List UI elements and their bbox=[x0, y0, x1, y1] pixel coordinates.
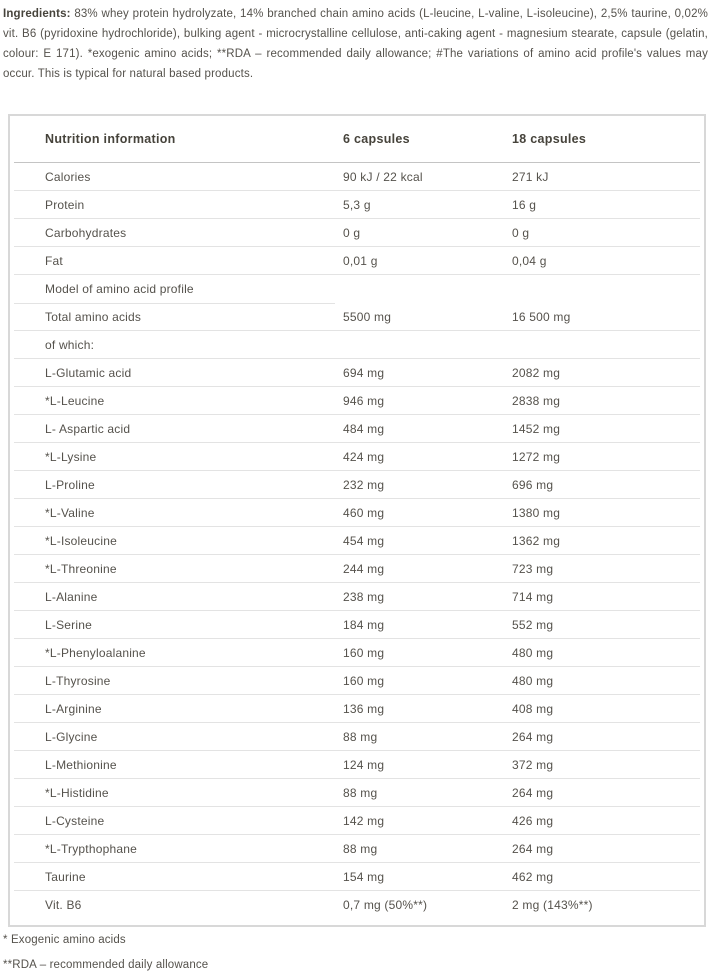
value-6-capsules: 124 mg bbox=[343, 757, 385, 772]
value-18-capsules: 0,04 g bbox=[512, 253, 547, 268]
nutrient-label: L-Alanine bbox=[45, 589, 98, 604]
nutrient-label: L-Glycine bbox=[45, 729, 98, 744]
table-row bbox=[14, 527, 700, 555]
nutrient-label: *L-Leucine bbox=[45, 393, 105, 408]
value-6-capsules: 244 mg bbox=[343, 561, 385, 576]
value-6-capsules: 184 mg bbox=[343, 617, 385, 632]
value-18-capsules: 264 mg bbox=[512, 785, 554, 800]
table-row bbox=[14, 555, 700, 583]
value-6-capsules: 232 mg bbox=[343, 477, 385, 492]
table-row bbox=[14, 863, 700, 891]
nutrient-label: Total amino acids bbox=[45, 309, 142, 324]
value-18-capsules: 264 mg bbox=[512, 841, 554, 856]
value-6-capsules: 238 mg bbox=[343, 589, 385, 604]
value-6-capsules: 946 mg bbox=[343, 393, 385, 408]
nutrient-label: L-Thyrosine bbox=[45, 673, 111, 688]
value-18-capsules: 723 mg bbox=[512, 561, 554, 576]
value-18-capsules: 480 mg bbox=[512, 645, 554, 660]
value-18-capsules: 714 mg bbox=[512, 589, 554, 604]
table-row bbox=[14, 583, 700, 611]
table-row bbox=[14, 219, 700, 247]
nutrient-label: L-Arginine bbox=[45, 701, 102, 716]
footnote-rda: **RDA – recommended daily allowance bbox=[3, 959, 209, 971]
table-row bbox=[14, 807, 700, 835]
value-6-capsules: 0,7 mg (50%**) bbox=[343, 898, 428, 912]
value-6-capsules: 424 mg bbox=[343, 449, 385, 464]
nutrient-label: *L-Valine bbox=[45, 505, 95, 520]
nutrient-label: L-Glutamic acid bbox=[45, 365, 132, 380]
value-6-capsules: 484 mg bbox=[343, 421, 385, 436]
table-row bbox=[14, 443, 700, 471]
value-18-capsules: 372 mg bbox=[512, 757, 554, 772]
value-6-capsules: 460 mg bbox=[343, 505, 385, 520]
nutrient-label: *L-Trypthophane bbox=[45, 841, 137, 856]
nutrient-label: Calories bbox=[45, 169, 91, 184]
table-row bbox=[14, 611, 700, 639]
nutrient-label: L-Cysteine bbox=[45, 813, 105, 828]
value-6-capsules: 88 mg bbox=[343, 729, 378, 744]
value-6-capsules: 0,01 g bbox=[343, 253, 378, 268]
table-row bbox=[14, 387, 700, 415]
value-18-capsules: 696 mg bbox=[512, 477, 554, 492]
nutrient-label: L-Serine bbox=[45, 617, 92, 632]
table-row bbox=[14, 471, 700, 499]
table-row bbox=[14, 275, 700, 303]
nutrient-label: of which: bbox=[45, 337, 95, 352]
nutrient-label: *L-Phenyloalanine bbox=[45, 645, 146, 660]
value-6-capsules: 694 mg bbox=[343, 365, 385, 380]
footnote-exogenic: * Exogenic amino acids bbox=[3, 934, 126, 946]
value-6-capsules: 88 mg bbox=[343, 785, 378, 800]
table-row bbox=[14, 639, 700, 667]
table-row bbox=[14, 695, 700, 723]
value-18-capsules: 271 kJ bbox=[512, 169, 549, 184]
table-row bbox=[14, 835, 700, 863]
table-header-18-capsules: 18 capsules bbox=[512, 132, 587, 146]
table-row bbox=[14, 723, 700, 751]
nutrient-label: Protein bbox=[45, 197, 85, 212]
ingredients-label: Ingredients: bbox=[3, 8, 71, 20]
value-6-capsules: 454 mg bbox=[343, 533, 385, 548]
value-6-capsules: 90 kJ / 22 kcal bbox=[343, 169, 423, 184]
value-18-capsules: 408 mg bbox=[512, 701, 554, 716]
value-6-capsules: 5,3 g bbox=[343, 197, 371, 212]
value-6-capsules: 160 mg bbox=[343, 673, 385, 688]
table-row bbox=[14, 499, 700, 527]
nutrient-label: Fat bbox=[45, 253, 63, 268]
table-row bbox=[14, 667, 700, 695]
ingredients-text: 83% whey protein hydrolyzate, 14% branched chain amino acids (L-leucine, L-valine, L-isoleucine), 2,5% taurine, 0,02% vit. B6 (pyridoxine hydrochloride), bulking agent - microcrystalline cellulose, anti-caking agent - magnesium stearate, capsule (gelatin, colour: E 171). *exogenic amino acids; **RDA – recommended daily allowance; #The variations of amino acid profile's values may occur. This is typical for natural based products. bbox=[3, 8, 708, 80]
table-row bbox=[14, 891, 700, 919]
nutrient-label: L-Proline bbox=[45, 477, 95, 492]
table-row bbox=[14, 303, 700, 331]
table-header-6-capsules: 6 capsules bbox=[343, 132, 410, 146]
value-18-capsules: 16 g bbox=[512, 197, 537, 212]
value-18-capsules: 462 mg bbox=[512, 869, 554, 884]
value-18-capsules: 1362 mg bbox=[512, 533, 561, 548]
value-18-capsules: 16 500 mg bbox=[512, 309, 571, 324]
value-18-capsules: 1452 mg bbox=[512, 421, 561, 436]
table-header-row bbox=[14, 116, 700, 163]
table-row bbox=[14, 751, 700, 779]
value-18-capsules: 2838 mg bbox=[512, 393, 561, 408]
value-18-capsules: 480 mg bbox=[512, 673, 554, 688]
nutrition-table bbox=[8, 114, 706, 927]
value-6-capsules: 0 g bbox=[343, 225, 361, 240]
nutrient-label: *L-Lysine bbox=[45, 449, 97, 464]
value-6-capsules: 88 mg bbox=[343, 841, 378, 856]
value-18-capsules: 426 mg bbox=[512, 813, 554, 828]
nutrient-label: *L-Isoleucine bbox=[45, 533, 117, 548]
table-row bbox=[14, 359, 700, 387]
nutrient-label: *L-Threonine bbox=[45, 561, 117, 576]
table-row bbox=[14, 191, 700, 219]
value-18-capsules: 2082 mg bbox=[512, 365, 561, 380]
value-6-capsules: 136 mg bbox=[343, 701, 385, 716]
value-6-capsules: 142 mg bbox=[343, 813, 385, 828]
nutrient-label: Model of amino acid profile bbox=[45, 282, 194, 296]
ingredients-paragraph bbox=[0, 0, 711, 84]
table-body bbox=[14, 163, 700, 919]
nutrient-label: L- Aspartic acid bbox=[45, 421, 131, 436]
nutrient-label: *L-Histidine bbox=[45, 785, 109, 800]
value-6-capsules: 160 mg bbox=[343, 645, 385, 660]
value-18-capsules: 1272 mg bbox=[512, 449, 561, 464]
value-18-capsules: 264 mg bbox=[512, 729, 554, 744]
nutrient-label: L-Methionine bbox=[45, 757, 117, 772]
value-18-capsules: 552 mg bbox=[512, 617, 554, 632]
value-6-capsules: 154 mg bbox=[343, 869, 385, 884]
table-row bbox=[14, 163, 700, 191]
table-row bbox=[14, 331, 700, 359]
table-row bbox=[14, 779, 700, 807]
value-18-capsules: 0 g bbox=[512, 225, 530, 240]
footnotes bbox=[3, 933, 714, 972]
table-header-nutrition-information: Nutrition information bbox=[45, 132, 176, 146]
value-18-capsules: 2 mg (143%**) bbox=[512, 898, 593, 912]
value-18-capsules: 1380 mg bbox=[512, 505, 561, 520]
table-row bbox=[14, 247, 700, 275]
value-6-capsules: 5500 mg bbox=[343, 309, 392, 324]
nutrient-label: Vit. B6 bbox=[45, 898, 82, 912]
nutrient-label: Carbohydrates bbox=[45, 225, 127, 240]
nutrient-label: Taurine bbox=[45, 869, 86, 884]
table-row bbox=[14, 415, 700, 443]
